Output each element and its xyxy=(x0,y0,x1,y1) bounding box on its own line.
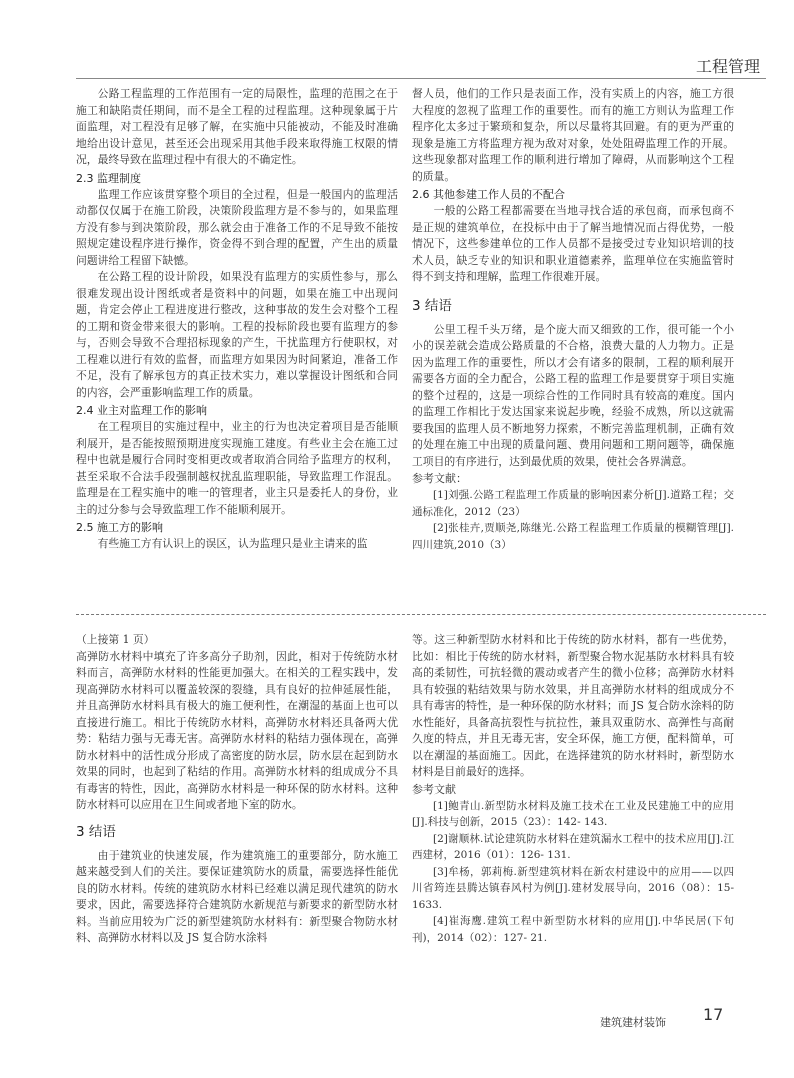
paragraph: 由于建筑业的快速发展，作为建筑施工的重要部分，防水施工越来越受到人们的关注。要保证建筑防水的质量，需要选择性能优良的防水材料。传统的建筑防水材料已经难以满足现代建筑的防水要求，因此，需要选择符合建筑防水新规范与新要求的新型防水材料。当前应用较为广泛的新型建筑防水材料有：新型聚合物防水材料、高弹防水材料以及 JS 复合防水涂料 xyxy=(76,848,398,944)
reference-item: [2]张桂卉,贾顺尧,陈继光.公路工程监理工作质量的模糊管理[J].四川建筑,2010（3） xyxy=(412,522,734,551)
header-rule xyxy=(76,78,766,79)
paragraph: 督人员，他们的工作只是表面工作，没有实质上的内容，施工方很大程度的忽视了监理工作的重要性。而有的施工方则认为监理工作程序化太多过于繁琐和复杂，所以尽量将其回避。有的更为严重的现象是施工方将监理方视为敌对对象，处处阻碍监理工作的开展。这些现象都对监理工作的顺利进行增加了障碍，从而影响这个工程的质量。 xyxy=(412,87,734,183)
paragraph: 在工程项目的实施过程中，业主的行为也决定着项目是否能顺利展开，是否能按照预期进度实现施工建度。有些业主会在施工过程中也就是履行合同时变相更改或者取消合同给予监理方的权利，甚至采取不合法手段强制越权扰乱监理职能，导致监理工作混乱。监理是在工程实施中的唯一的管理者，业主只是委托人的身份，业主的过分参与会导致监理工作不能顺利展开。 xyxy=(76,420,398,516)
paragraph: 一般的公路工程都需要在当地寻找合适的承包商，而承包商不是正规的建筑单位，在投标中由于了解当地情况而占得优势，一般情况下，这些参建单位的工作人员都不是接受过专业知识培训的技术人员，缺乏专业的知识和职业道德素养，监理单位在实施监管时得不到支持和理解，监理工作很难开展。 xyxy=(412,204,734,283)
paragraph: 高弹防水材料中填充了许多高分子助剂，因此，相对于传统防水材料而言，高弹防水材料的性能更加强大。在相关的工程实践中，发现高弹防水材料可以覆盖较深的裂缝，具有良好的拉伸延展性能，并且高弹防水材料具有极大的施工便利性，在潮湿的基面上也可以直接进行施工。相比于传统防水材料，高弹防水材料还具备两大优势：粘结力强与无毒无害。高弹防水材料的粘结力强体现在，高弹防水材料中的活性成分形成了高密度的防水层，防水层在起到防水效果的同时，也起到了粘结的作用。高弹防水材料的组成成分不具有毒害的特性，因此，高弹防水材料是一种环保的防水材料。这种防水材料可以应用在卫生间或者地下室的防水。 xyxy=(76,649,398,811)
subheading-2-5: 2.5 施工方的影响 xyxy=(76,521,163,534)
continuation-note: （上接第 1 页） xyxy=(76,633,155,646)
paragraph: 公里工程千头万绪，是个庞大而又细致的工作，很可能一个小小的误差就会造成公路质量的不合格，浪费大量的人力物力。正是因为监理工作的重要性，所以才会有诸多的限制，工程的顺利展开需要各方面的全力配合，公路工程的监理工作是要贯穿于项目实施的整个过程的，这是一项综合性的工作同时具有较高的难度。国内的监理工作相比于发达国家来说起步晚，经验不成熟，所以这就需要我国的监理人员不断地努力探索，不断完善监理机制，正确有效的处理在施工中出现的质量问题、费用问题和工期问题等，确保施工项目的有序进行，达到最优质的效果，使社会各界满意。 xyxy=(412,322,734,468)
subheading-2-4: 2.4 业主对监理工作的影响 xyxy=(76,404,207,417)
references-title: 参考文献 xyxy=(412,782,456,796)
section-heading-conclusion: 3 结语 xyxy=(76,823,116,840)
article-top-left-column xyxy=(76,86,398,553)
reference-item: [4]崔海鹰.建筑工程中新型防水材料的应用[J].中华民居(下旬刊)，2014（02）：127- 21. xyxy=(412,915,734,944)
paragraph: 在公路工程的设计阶段，如果没有监理方的实质性参与，那么很难发现出设计图纸或者是资料中的问题，如果在施工中出现问题，肯定会停止工程进度进行整改，这种事故的发生会对整个工程的工期和资金带来很大的影响。工程的投标阶段也要有监理方的参与，否则会导致不合理招标现象的产生，干扰监理方行使职权，对工程难以进行有效的监督，而监理方如果因为时间紧迫，准备工作不足，没有了解承包方的真正技术实力，难以掌握设计图纸和合同的内容，会严重影响监理工作的质量。 xyxy=(76,270,398,399)
article-bottom-right-column xyxy=(412,632,734,946)
article-divider xyxy=(76,614,766,615)
subheading-2-3: 2.3 监理制度 xyxy=(76,171,141,185)
article-bottom-left-column xyxy=(76,632,398,947)
reference-item: [3]牟杨，郭莉梅.新型建筑材料在新农村建设中的应用——以四川省筠连县腾达镇春风村为例[J].建材发展导向，2016（08）：15- 1633. xyxy=(412,865,734,911)
reference-item: [1]刘强.公路工程监理工作质量的影响因素分析[J].道路工程；交通标准化，2012（23） xyxy=(412,489,734,518)
paragraph: 监理工作应该贯穿整个项目的全过程，但是一般国内的监理活动都仅仅属于在施工阶段，决策阶段监理方是不参与的，如果监理方没有参与到决策阶段，那么就会由于准备工作的不足导致不能按照规定建设程序进行操作，资金得不到合理的配置，产生出的质量问题讲给工程留下缺憾。 xyxy=(76,187,398,267)
paragraph: 有些施工方有认识上的误区，认为监理只是业主请来的监 xyxy=(97,537,368,550)
section-tag: 工程管理 xyxy=(695,57,760,76)
references-title: 参考文献： xyxy=(412,472,467,485)
reference-item: [2]谢顺林.试论建筑防水材料在建筑漏水工程中的技术应用[J].江西建材，2016（01）：126- 131. xyxy=(412,832,734,861)
page-number: 17 xyxy=(703,1005,724,1024)
subheading-2-6: 2.6 其他参建工作人员的不配合 xyxy=(412,188,565,201)
reference-item: [1]鲍青山.新型防水材料及施工技术在工业及民建施工中的应用[J].科技与创新，2015（23）：142- 143. xyxy=(412,799,734,828)
paragraph: 公路工程监理的工作范围有一定的局限性，监理的范围之在于施工和缺陷责任期间，而不是全工程的过程监理。这种现象属于片面监理，对工程没有足够了解，在实施中只能被动，不能及时准确地给出设计意见，甚至还会出现采用其他手段来取得施工权限的情况，最终导致在监理过程中有很大的不确定性。 xyxy=(76,87,398,166)
journal-name: 建筑建材装饰 xyxy=(600,1016,666,1029)
paragraph: 等。这三种新型防水材料和比于传统的防水材料，都有一些优势，比如：相比于传统的防水材料，新型聚合物水泥基防水材料具有较高的柔韧性，可抗轻微的震动或者产生的微小位移；高弹防水材料具有较强的粘结效果与防水效果，并且高弹防水材料的组成成分不具有毒害的特性，是一种环保的防水材料；而 JS 复合防水涂料的防水性能好，具备高抗裂性与抗拉性，兼具双重防水、高弹性与高耐久度的特点，并且无毒无害，安全环保，施工方便，配料简单，可以在潮湿的基面施工。因此，在选择建筑的防水材料时，新型防水材料是目前最好的选择。 xyxy=(412,633,734,778)
section-heading-conclusion: 3 结语 xyxy=(412,297,452,314)
article-top-right-column xyxy=(412,86,734,553)
